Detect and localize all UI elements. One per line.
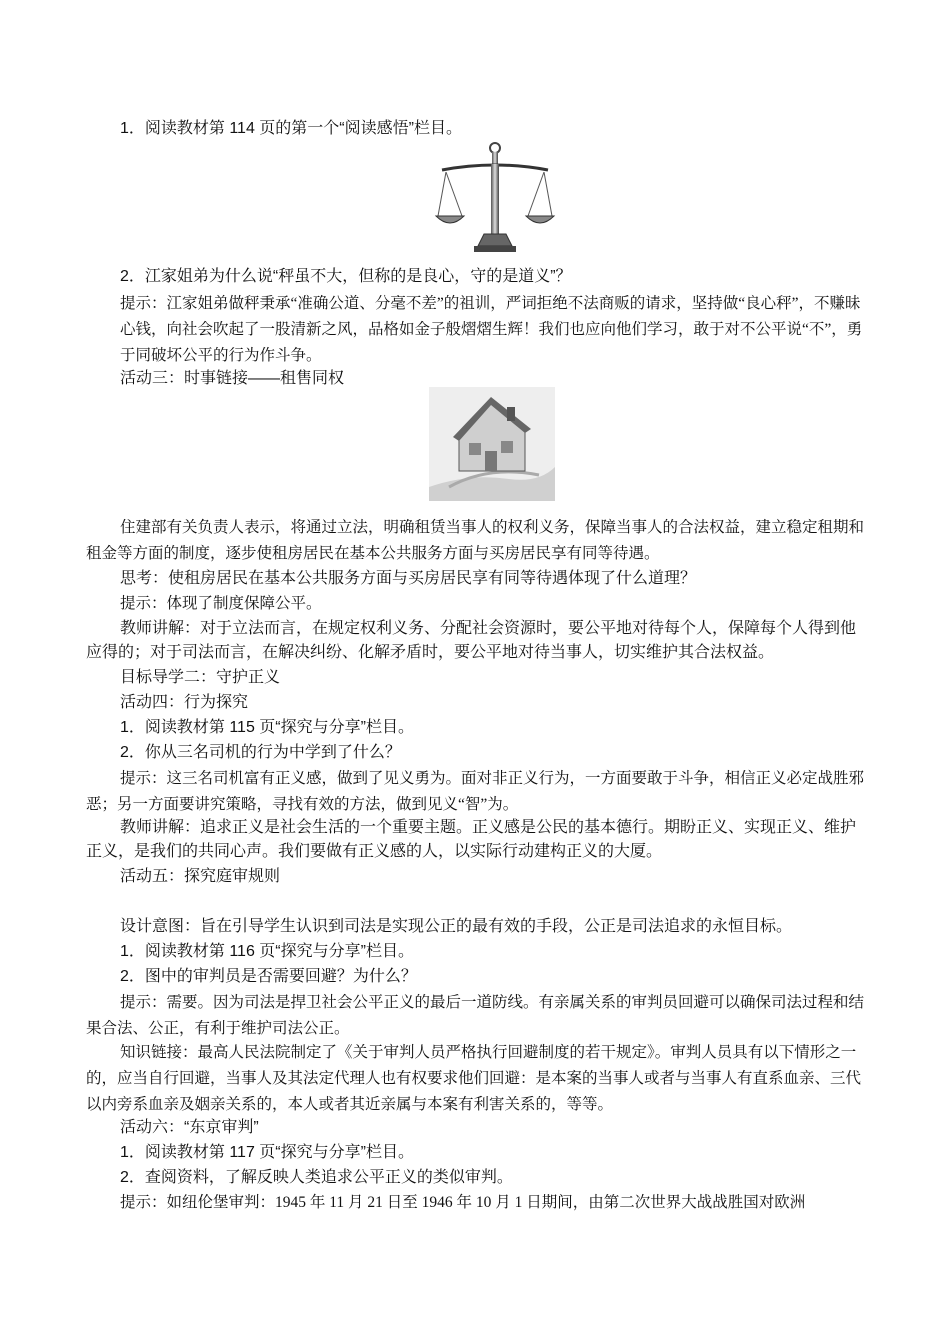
goal-two-heading: 目标导学二：守护正义 bbox=[120, 669, 281, 686]
house-icon bbox=[429, 387, 555, 501]
paragraph-read-115: 1．阅读教材第 115 页“探究与分享”栏目。 bbox=[120, 719, 414, 736]
activity-three-heading: 活动三：时事链接——租售同权 bbox=[120, 370, 345, 387]
question-recusal: 2．图中的审判员是否需要回避？为什么？ bbox=[120, 968, 417, 985]
house-in-hand-image bbox=[429, 387, 555, 501]
hint-nuremberg: 提示：如纽伦堡审判：1945 年 11 月 21 日至 1946 年 10 月 1 日期间，由第二次世界大战战胜国对欧洲 bbox=[120, 1194, 806, 1211]
knowledge-link: 知识链接：最高人民法院制定了《关于审判人员严格执行回避制度的若干规定》。审判人员具有以下情形之一的，应当自行回避，当事人及其法定代理人也有权要求他们回避：是本案的当事人或者与当事人有直系血亲、三代以内旁系血亲及姻亲关系的，本人或者其近亲属与本案有利害关系的，等等。 bbox=[86, 1044, 862, 1113]
scale-of-justice-image bbox=[434, 142, 556, 254]
hint-scale-text: 提示：江家姐弟做秤秉承“准确公道、分毫不差”的祖训，严词拒绝不法商贩的请求，坚持做“良心秤”，不赚昧心钱，向社会吹起了一股清新之风，品格如金子般熠熠生辉！我们也应向他们学习，敢于对不公平说“不”，勇于同破坏公平的行为作斗争。 bbox=[120, 295, 863, 364]
paragraph-read-116: 1．阅读教材第 116 页“探究与分享”栏目。 bbox=[120, 943, 414, 960]
question-why-scale: 2．江家姐弟为什么说“秤虽不大，但称的是良心，守的是道义”？ bbox=[120, 268, 572, 285]
paragraph-read-114: 1．阅读教材第 114 页的第一个“阅读感悟”栏目。 bbox=[120, 120, 462, 137]
teacher-explanation-justice: 教师讲解：追求正义是社会生活的一个重要主题。正义感是公民的基本德行。期盼正义、实现正义、维护正义，是我们的共同心声。我们要做有正义感的人，以实际行动建构正义的大厦。 bbox=[86, 819, 857, 860]
teacher-explanation-fairness: 教师讲解：对于立法而言，在规定权利义务、分配社会资源时，要公平地对待每个人，保障每个人得到他应得的；对于司法而言，在解决纠纷、化解矛盾时，要公平地对待当事人，切实维护其合法权益。 bbox=[86, 620, 857, 661]
hint-system: 提示：体现了制度保障公平。 bbox=[120, 595, 322, 612]
paragraph-read-117: 1．阅读教材第 117 页“探究与分享”栏目。 bbox=[120, 1144, 414, 1161]
question-drivers: 2．你从三名司机的行为中学到了什么？ bbox=[120, 744, 401, 761]
policy-paragraph: 住建部有关负责人表示，将通过立法，明确租赁当事人的权利义务，保障当事人的合法权益，建立稳定租期和租金等方面的制度，逐步使租房居民在基本公共服务方面与买房居民享有同等待遇。 bbox=[86, 519, 865, 562]
activity-four-heading: 活动四：行为探究 bbox=[120, 694, 249, 711]
task-research-trials: 2．查阅资料，了解反映人类追求公平正义的类似审判。 bbox=[120, 1169, 513, 1186]
design-intent: 设计意图：旨在引导学生认识到司法是实现公正的最有效的手段，公正是司法追求的永恒目标。 bbox=[120, 918, 793, 935]
activity-six-heading: 活动六：“东京审判” bbox=[120, 1119, 259, 1136]
balance-scale-icon bbox=[434, 142, 556, 254]
activity-five-heading: 活动五：探究庭审规则 bbox=[120, 868, 281, 885]
hint-recusal: 提示：需要。因为司法是捍卫社会公平正义的最后一道防线。有亲属关系的审判员回避可以确保司法过程和结果合法、公正，有利于维护司法公正。 bbox=[86, 994, 865, 1037]
think-question: 思考：使租房居民在基本公共服务方面与买房居民享有同等待遇体现了什么道理？ bbox=[120, 570, 697, 587]
hint-scale bbox=[86, 291, 866, 369]
hint-drivers: 提示：这三名司机富有正义感，做到了见义勇为。面对非正义行为，一方面要敢于斗争，相信正义必定战胜邪恶；另一方面要讲究策略，寻找有效的方法，做到见义“智”为。 bbox=[86, 770, 865, 813]
